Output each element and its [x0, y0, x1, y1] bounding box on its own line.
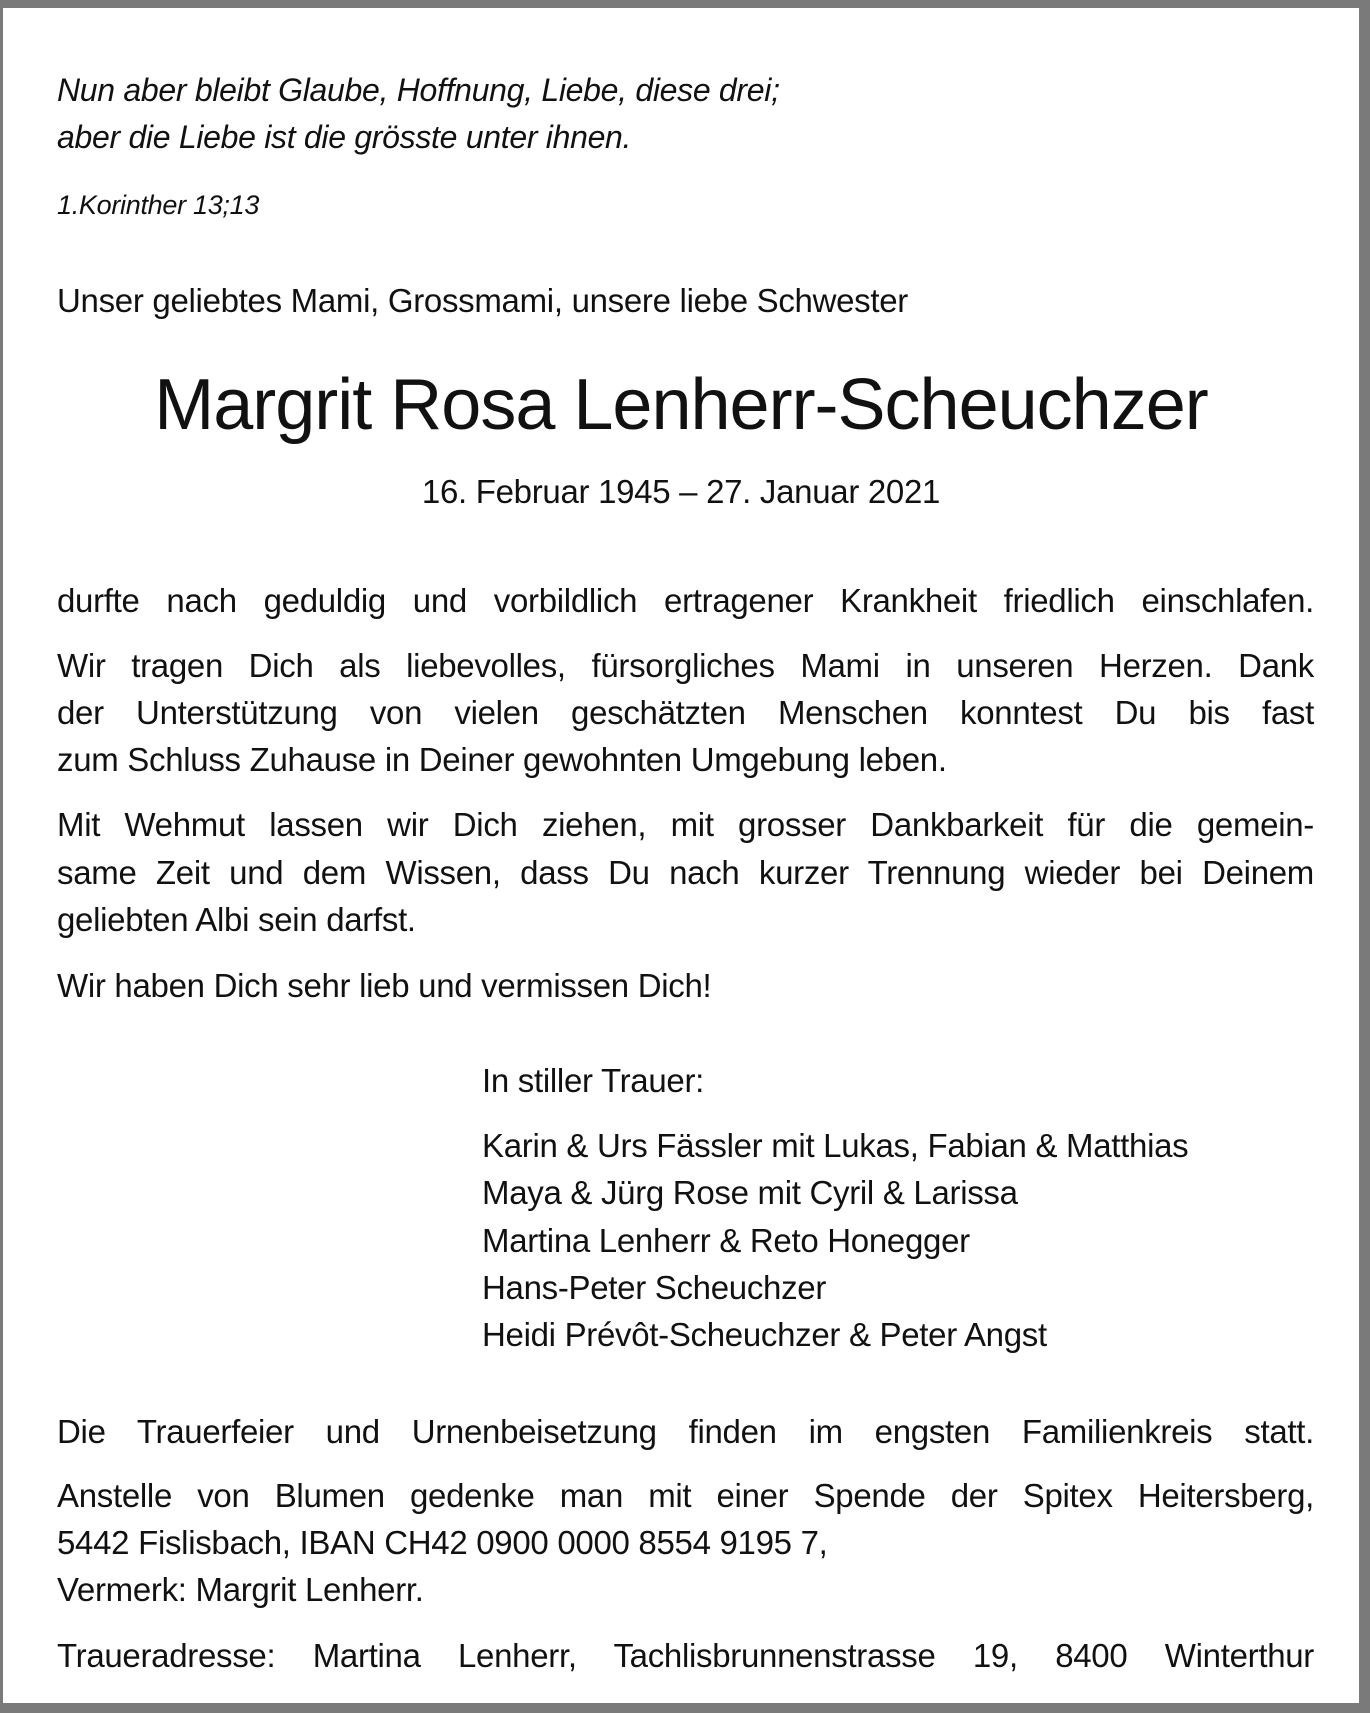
paragraph-2-line-1: Wir tragen Dich als liebevolles, fürsorgliches Mami in unseren Herzen. Dank — [57, 647, 1314, 684]
paragraph-2-line-2: der Unterstützung von vielen geschätzten Menschen konntest Du bis fast — [57, 694, 1314, 731]
paragraph-1: durfte nach geduldig und vorbildlich ertragener Krankheit friedlich einschlafen. — [57, 582, 1314, 619]
deceased-name: Margrit Rosa Lenherr-Scheuchzer — [154, 365, 1208, 445]
quote-line-2: aber die Liebe ist die grösste unter ihnen. — [57, 119, 632, 155]
mourner-2: Maya & Jürg Rose mit Cyril & Larissa — [482, 1174, 1018, 1211]
mourner-3: Martina Lenherr & Reto Honegger — [482, 1222, 970, 1259]
paragraph-3-line-1: Mit Wehmut lassen wir Dich ziehen, mit grosser Dankbarkeit für die gemein- — [57, 806, 1314, 843]
paragraph-3-line-2: same Zeit und dem Wissen, dass Du nach kurzer Trennung wieder bei Deinem — [57, 854, 1314, 891]
mourner-5: Heidi Prévôt-Scheuchzer & Peter Angst — [482, 1316, 1047, 1353]
mourning-address: Traueradresse: Martina Lenherr, Tachlisbrunnenstrasse 19, 8400 Winterthur — [57, 1637, 1314, 1674]
paragraph-4: Wir haben Dich sehr lieb und vermissen Dich! — [57, 967, 712, 1004]
paragraph-2-line-3: zum Schluss Zuhause in Deiner gewohnten Umgebung leben. — [57, 741, 947, 778]
paragraph-3-line-3: geliebten Albi sein darfst. — [57, 901, 416, 938]
quote-reference: 1.Korinther 13;13 — [57, 190, 260, 220]
intro-text: Unser geliebtes Mami, Grossmami, unsere liebe Schwester — [57, 282, 908, 319]
mourners-heading: In stiller Trauer: — [482, 1062, 705, 1099]
donation-line-3: Vermerk: Margrit Lenherr. — [57, 1571, 424, 1608]
obituary-page — [3, 8, 1359, 1703]
donation-line-2: 5442 Fislisbach, IBAN CH42 0900 0000 8554 9195 7, — [57, 1524, 828, 1561]
mourner-4: Hans-Peter Scheuchzer — [482, 1269, 827, 1306]
donation-line-1: Anstelle von Blumen gedenke man mit einer Spende der Spitex Heitersberg, — [57, 1477, 1314, 1514]
mourner-1: Karin & Urs Fässler mit Lukas, Fabian & Matthias — [482, 1127, 1189, 1164]
ceremony-note: Die Trauerfeier und Urnenbeisetzung finden im engsten Familienkreis statt. — [57, 1413, 1314, 1450]
life-dates: 16. Februar 1945 – 27. Januar 2021 — [421, 473, 941, 510]
quote-line-1: Nun aber bleibt Glaube, Hoffnung, Liebe, diese drei; — [57, 72, 780, 108]
